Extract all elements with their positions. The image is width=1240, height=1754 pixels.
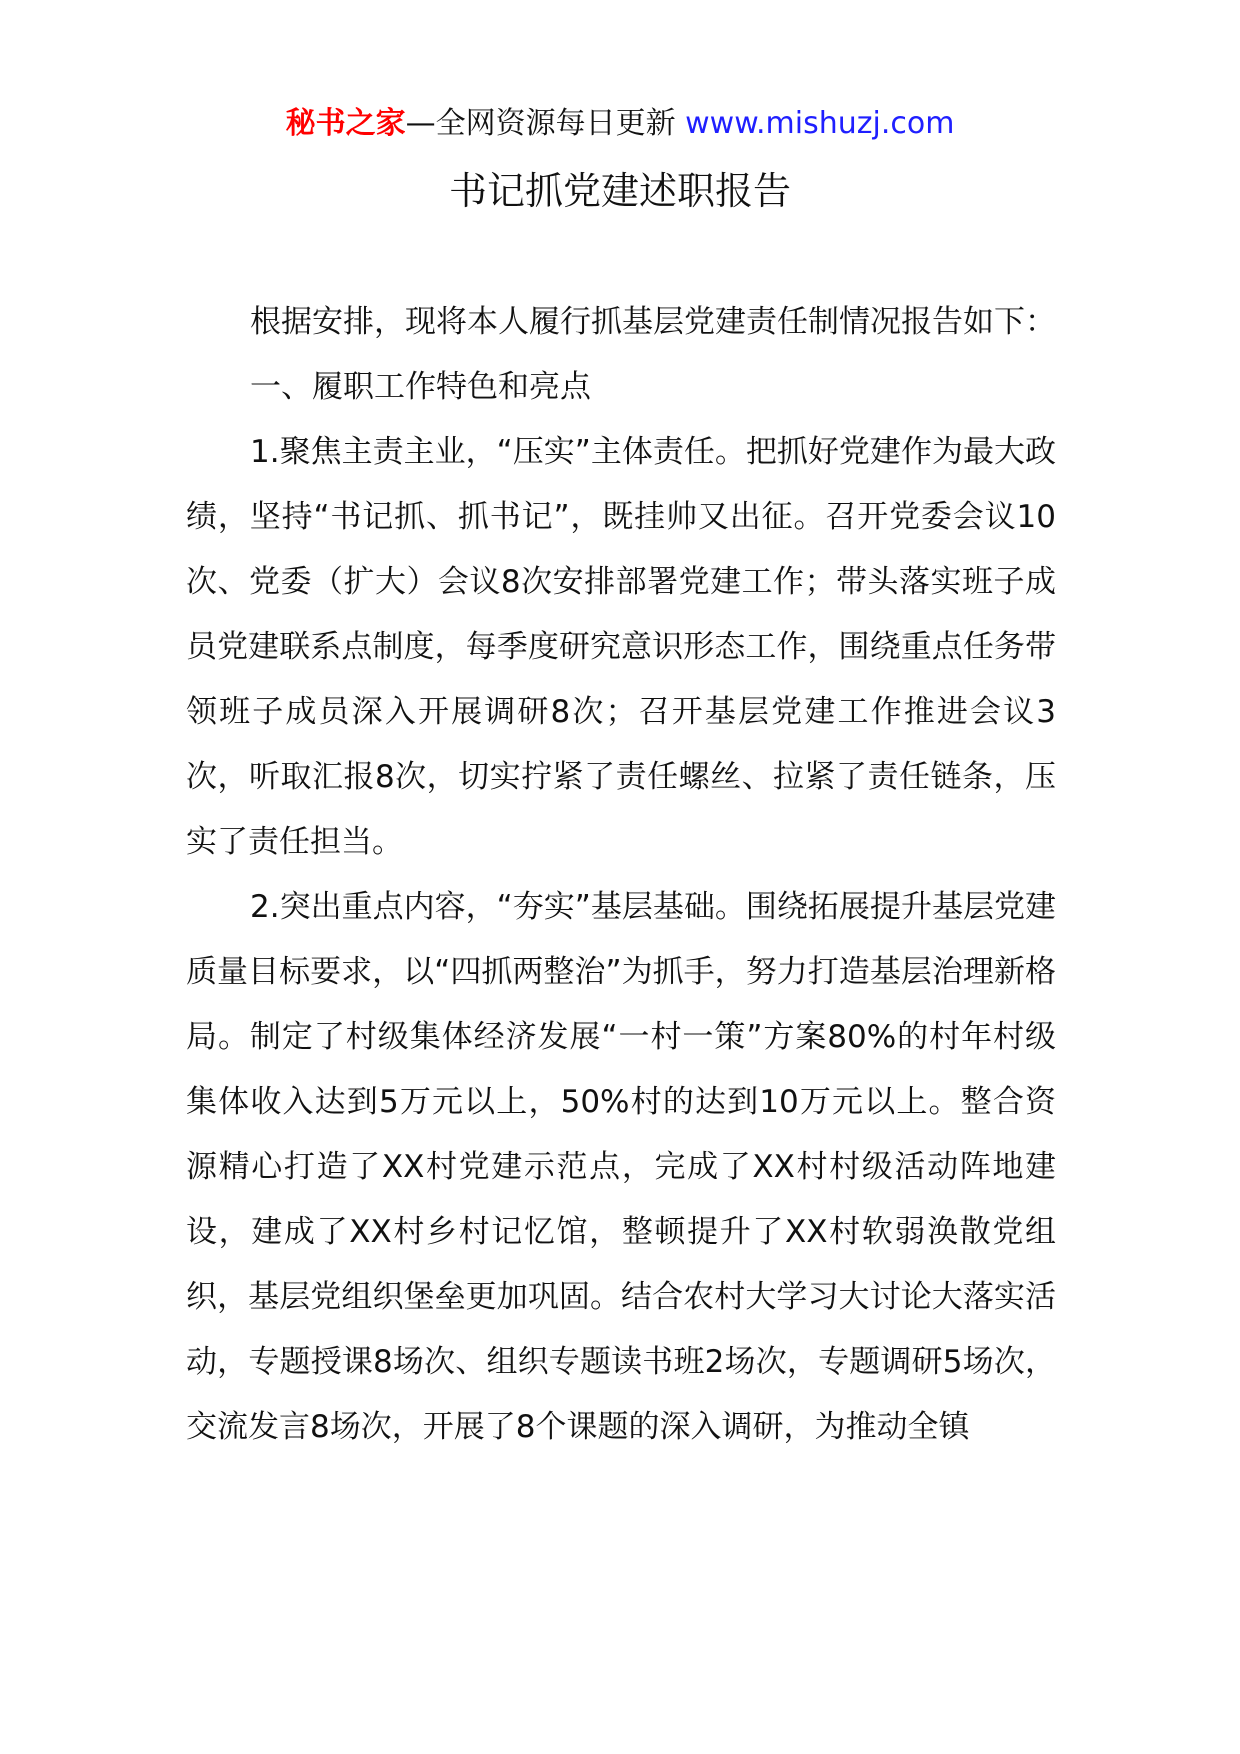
brand-name: 秘书之家 [285, 106, 406, 141]
document-title: 书记抓党建述职报告 [448, 169, 791, 213]
section-heading: 一、履职工作特色和亮点 [250, 369, 591, 405]
site-link[interactable]: www.mishuzj.com [685, 106, 955, 141]
body-paragraph-2: 2.突出重点内容，“夯实”基层基础。围绕拓展提升基层党建质量目标要求，以“四抓两整治”为抓手，努力打造基层治理新格局。制定了村级集体经济发展“一村一策”方案80%的村年村级集体收入达到5万元以上，50%村的达到10万元以上。整合资源精心打造了XX村党建示范点，完成了XX村村级活动阵地建设，建成了XX村乡村记忆馆，整顿提升了XX村软弱涣散党组织，基层党组织堡垒更加巩固。结合农村大学习大讨论大落实活动，专题授课8场次、组织专题读书班2场次，专题调研5场次，交流发言8场次，开展了8个课题的深入调研，为推动全镇 [186, 889, 1056, 1445]
header-tagline: —全网资源每日更新 [405, 106, 686, 141]
intro-paragraph: 根据安排，现将本人履行抓基层党建责任制情况报告如下： [250, 304, 1056, 340]
document-body [186, 290, 1056, 1460]
body-paragraph-1: 1.聚焦主责主业，“压实”主体责任。把抓好党建作为最大政绩，坚持“书记抓、抓书记”，既挂帅又出征。召开党委会议10次、党委（扩大）会议8次安排部署党建工作；带头落实班子成员党建联系点制度，每季度研究意识形态工作，围绕重点任务带领班子成员深入开展调研8次；召开基层党建工作推进会议3次，听取汇报8次，切实拧紧了责任螺丝、拉紧了责任链条，压实了责任担当。 [186, 434, 1056, 860]
watermark-header [0, 104, 1240, 144]
